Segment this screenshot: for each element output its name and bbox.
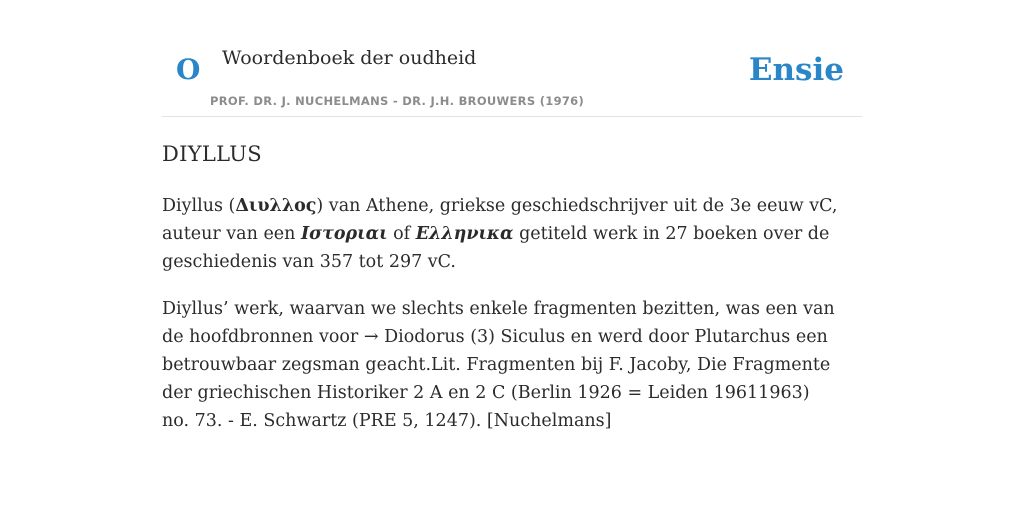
cross-reference-arrow-icon: → — [363, 327, 379, 347]
authors-line: PROF. DR. J. NUCHELMANS - DR. J.H. BROUWERS (1976) — [210, 94, 585, 108]
letter-index-logo[interactable]: O — [176, 53, 201, 86]
p1-text-4: getiteld werk in 27 boeken over de geschiedenis van 357 tot 297 vC. — [162, 224, 830, 272]
entry-title: DIYLLUS — [162, 142, 262, 166]
entry-paragraph-2 — [162, 295, 842, 435]
work-title[interactable]: Woordenboek der oudheid — [222, 47, 477, 69]
greek-work-title-2: Ελληνικα — [415, 224, 514, 244]
entry-body — [162, 192, 842, 454]
p2-text-1: Diyllus’ werk, waarvan we slechts enkele fragmenten bezitten, was een van de hoofdbronnen voor — [162, 299, 835, 347]
greek-work-title-1: Ιστοριαι — [301, 224, 388, 244]
p1-text-2: ) van Athene, griekse geschiedschrijver uit de 3e eeuw vC, auteur van een — [162, 196, 838, 244]
dictionary-header — [162, 40, 862, 117]
greek-name: Διυλλος — [235, 196, 317, 216]
p1-text-3: of — [387, 224, 416, 244]
ensie-logo[interactable]: Ensie — [748, 52, 844, 88]
entry-paragraph-1 — [162, 192, 842, 276]
p1-text-1: Diyllus ( — [162, 196, 236, 216]
cross-reference-link-diodorus[interactable]: Diodorus (3) Siculus — [378, 327, 566, 347]
p2-text-2: en werd door Plutarchus een betrouwbaar zegsman geacht.Lit. Fragmenten bij F. Jacoby, Die Fragmente der griechischen Historiker 2 A en 2 C (Berlin 1926 = Leiden 19611963) no. 73. - E. Schwartz (PRE 5, 1247). [Nuchelmans] — [162, 327, 831, 431]
